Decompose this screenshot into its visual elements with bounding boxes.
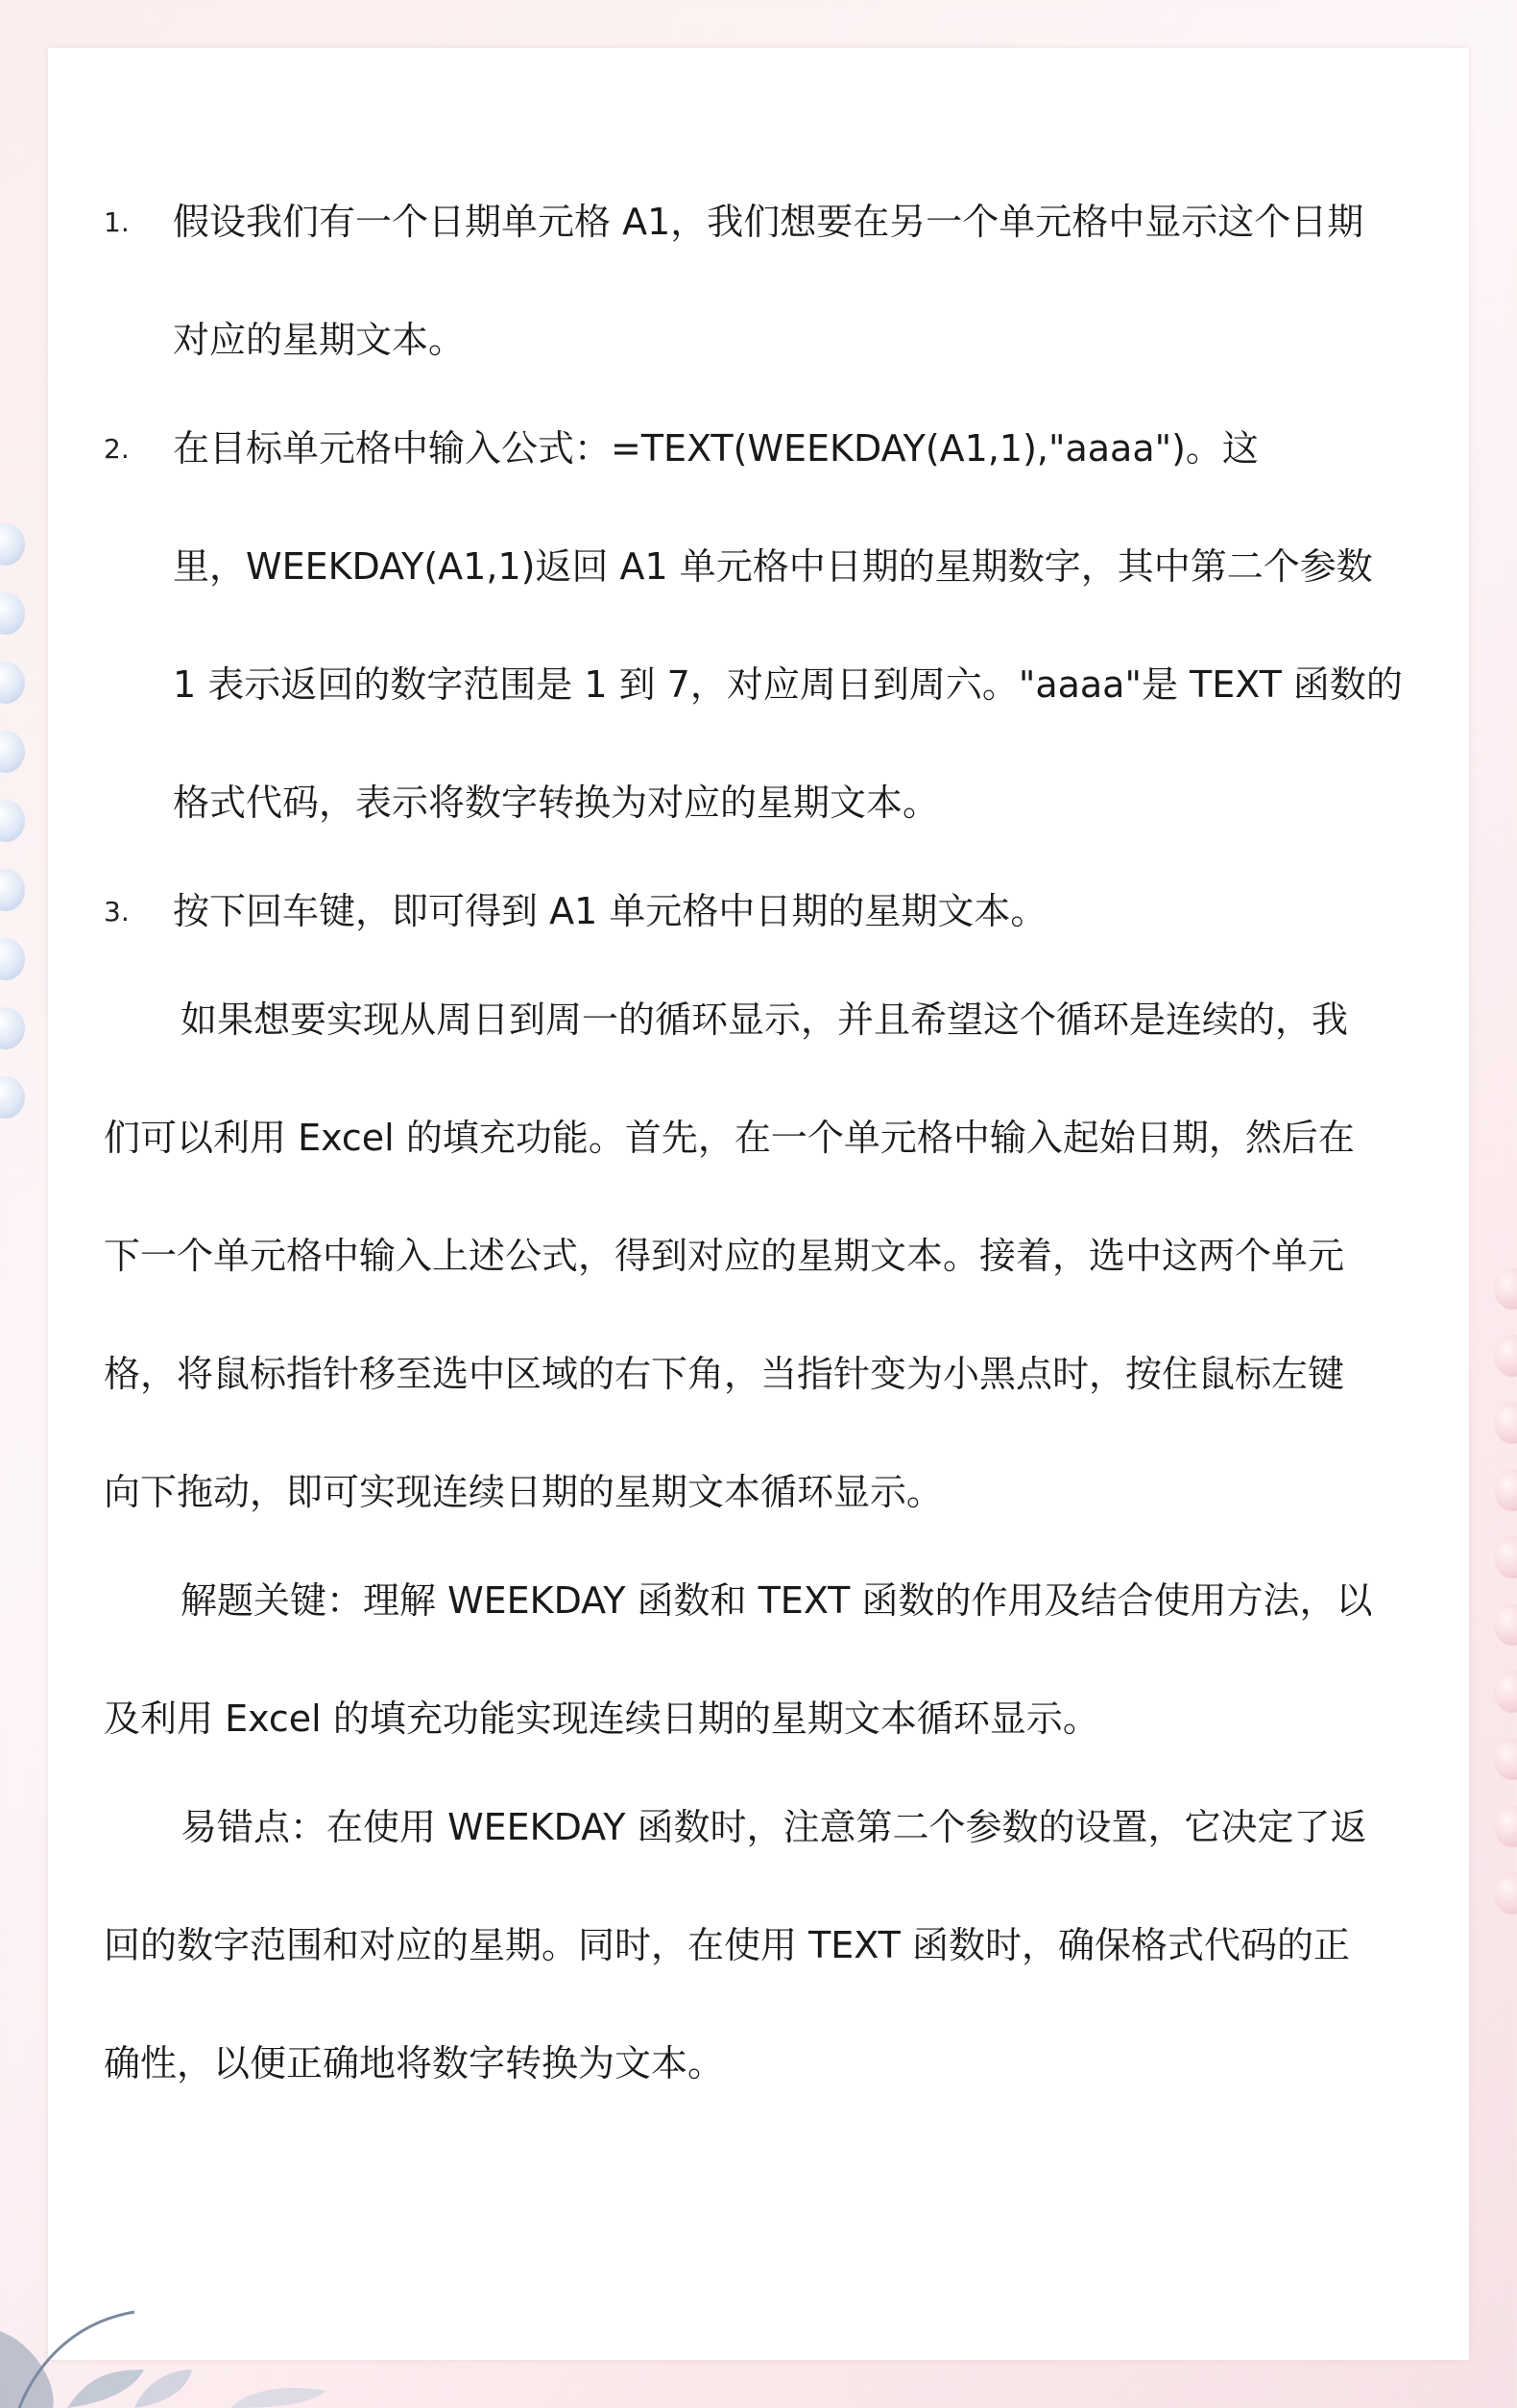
list-number: 3. <box>104 896 130 927</box>
pearl-bead-icon <box>0 731 25 773</box>
paragraph-pitfall <box>104 1769 1405 2123</box>
pearl-bead-icon <box>1494 1267 1517 1310</box>
list-item-3 <box>104 853 1405 971</box>
pearl-bead-icon <box>1494 1402 1517 1444</box>
pearl-bead-icon <box>1494 1603 1517 1646</box>
text-line: 假设我们有一个日期单元格 A1，我们想要在另一个单元格中显示这个日期 <box>173 201 1364 243</box>
list-number: 1. <box>104 206 130 238</box>
pearl-bead-icon <box>0 592 25 635</box>
pearl-bead-icon <box>1494 1872 1517 1914</box>
paragraph-fill-handle <box>104 961 1405 1552</box>
text-line: 1 表示返回的数字范围是 1 到 7，对应周日到周六。"aaaa"是 TEXT 函数的 <box>173 663 1403 706</box>
text-line: 里，WEEKDAY(A1,1)返回 A1 单元格中日期的星期数字，其中第二个参数 <box>173 545 1373 588</box>
list-number: 2. <box>104 433 130 465</box>
text-line: 在目标单元格中输入公式：=TEXT(WEEKDAY(A1,1),"aaaa")。这 <box>173 427 1259 470</box>
right-bead-decoration <box>1479 1267 1517 1939</box>
pearl-bead-icon <box>0 869 25 911</box>
pearl-bead-icon <box>0 938 25 980</box>
text-line: 向下拖动，即可实现连续日期的星期文本循环显示。 <box>104 1471 944 1513</box>
text-line: 及利用 Excel 的填充功能实现连续日期的星期文本循环显示。 <box>104 1698 1099 1740</box>
pearl-bead-icon <box>0 662 25 704</box>
paragraph-key-point <box>104 1542 1405 1778</box>
text-line: 下一个单元格中输入上述公式，得到对应的星期文本。接着，选中这两个单元 <box>104 1235 1345 1277</box>
text-line: 解题关键：理解 WEEKDAY 函数和 TEXT 函数的作用及结合使用方法，以 <box>181 1579 1373 1622</box>
pearl-bead-icon <box>1494 1738 1517 1780</box>
text-line: 回的数字范围和对应的星期。同时，在使用 TEXT 函数时，确保格式代码的正 <box>104 1924 1350 1966</box>
pearl-bead-icon <box>1494 1335 1517 1377</box>
pearl-bead-icon <box>0 523 25 566</box>
pearl-bead-icon <box>0 800 25 842</box>
pearl-bead-icon <box>1494 1536 1517 1578</box>
list-item-1 <box>104 163 1405 399</box>
pearl-bead-icon <box>1494 1469 1517 1511</box>
pearl-bead-icon <box>1494 1805 1517 1847</box>
list-item-2 <box>104 390 1405 862</box>
text-line: 按下回车键，即可得到 A1 单元格中日期的星期文本。 <box>173 890 1047 932</box>
text-line: 如果想要实现从周日到周一的循环显示，并且希望这个循环是连续的，我 <box>181 999 1349 1041</box>
text-line: 对应的星期文本。 <box>173 319 466 361</box>
leaf-illustration-icon <box>0 2245 365 2408</box>
text-line: 格，将鼠标指针移至选中区域的右下角，当指针变为小黑点时，按住鼠标左键 <box>104 1353 1345 1395</box>
pearl-bead-icon <box>0 1076 25 1119</box>
document-body <box>104 173 1405 2123</box>
document-page <box>48 48 1469 2360</box>
pearl-bead-icon <box>0 1007 25 1049</box>
text-line: 易错点：在使用 WEEKDAY 函数时，注意第二个参数的设置，它决定了返 <box>181 1806 1367 1848</box>
text-line: 格式代码，表示将数字转换为对应的星期文本。 <box>173 782 940 824</box>
text-line: 们可以利用 Excel 的填充功能。首先，在一个单元格中输入起始日期，然后在 <box>104 1117 1355 1159</box>
text-line: 确性，以便正确地将数字转换为文本。 <box>104 2042 725 2084</box>
pearl-bead-icon <box>1494 1671 1517 1713</box>
left-bead-decoration <box>0 523 38 1145</box>
